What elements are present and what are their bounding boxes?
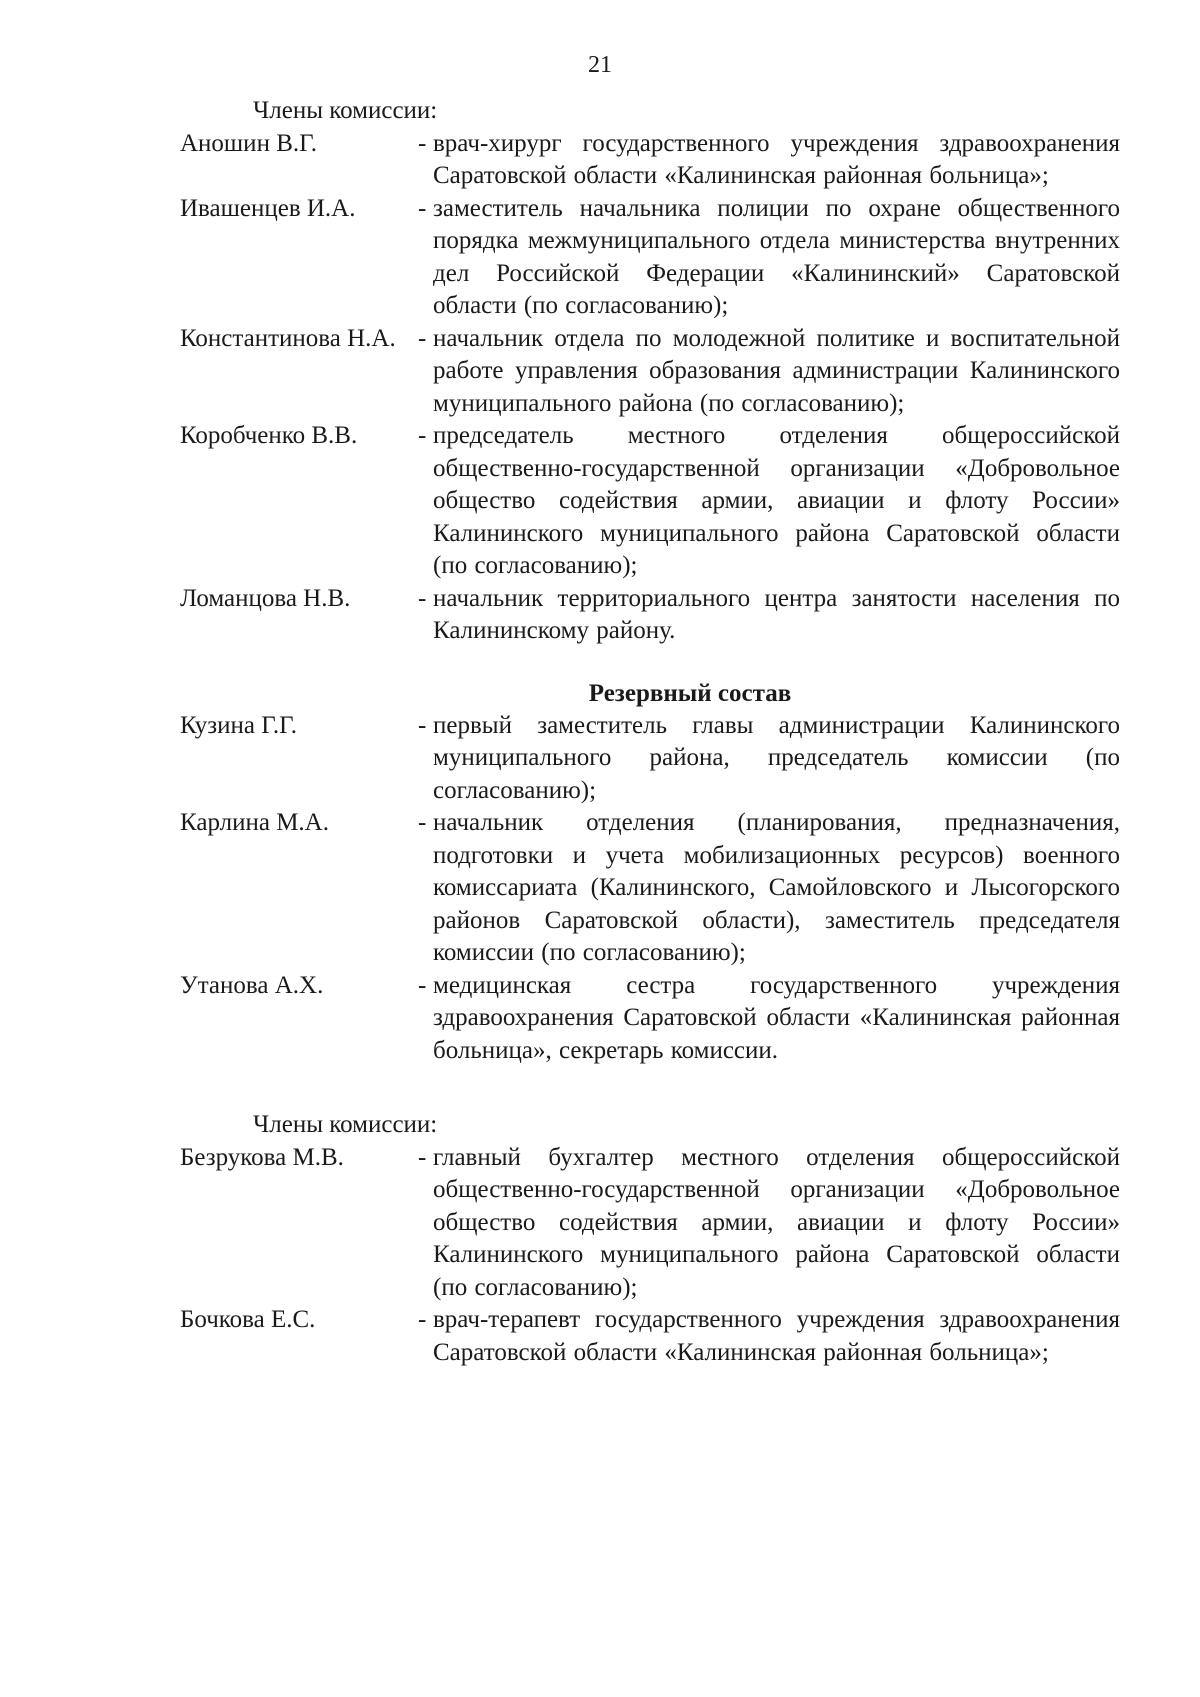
- section-spacer: [180, 648, 1120, 678]
- member-name: Кузина Г.Г.: [180, 711, 298, 739]
- entry-dash: -: [418, 324, 427, 352]
- entry-dash: -: [418, 194, 427, 222]
- member-position: начальник отделения (планирования, предназначения, подготовки и учета мобилизационных ресурсов) военного комиссариата (Калининского, Самойловского и Лысогорского районов Саратовской области), заместитель председателя комиссии (по согласованию);: [433, 809, 1120, 966]
- member-entry: [180, 710, 1120, 808]
- member-entry: [180, 420, 1120, 583]
- entry-dash: -: [418, 1306, 427, 1333]
- member-entry: [180, 1304, 1120, 1369]
- member-name: Коробченко В.В.: [180, 422, 358, 449]
- member-position: медицинская сестра государственного учреждения здравоохранения Саратовской области «Калининская районная больница», секретарь комиссии.: [433, 971, 1120, 1064]
- member-name: Ивашенцев И.А.: [180, 194, 356, 222]
- members-label: Члены комиссии:: [253, 1111, 438, 1138]
- member-entry: [180, 807, 1120, 970]
- member-position: начальник отдела по молодежной политике и воспитательной работе управления образования администрации Калининского муниципального района (по согласованию);: [433, 324, 1120, 417]
- member-name: Ломанцова Н.В.: [180, 584, 351, 612]
- member-position: председатель местного отделения общероссийской общественно-государственной организации «Добровольное общество содействия армии, авиации и флоту России» Калининского муниципального района Саратовской области (по согласованию);: [433, 422, 1120, 579]
- entry-dash: -: [418, 1143, 427, 1171]
- entry-dash: -: [418, 809, 427, 836]
- member-name: Безрукова М.В.: [180, 1143, 344, 1171]
- member-entry: [180, 970, 1120, 1068]
- member-name: Утанова А.Х.: [180, 971, 324, 999]
- member-position: главный бухгалтер местного отделения общероссийской общественно-государственной организации «Добровольное общество содействия армии, авиации и флоту России» Калининского муниципального района Саратовской области (по согласованию);: [433, 1143, 1120, 1301]
- entry-dash: -: [418, 584, 427, 612]
- member-name: Карлина М.А.: [180, 809, 329, 836]
- member-position: врач-хирург государственного учреждения здравоохранения Саратовской области «Калининская районная больница»;: [433, 129, 1120, 189]
- member-position: первый заместитель главы администрации Калининского муниципального района, председатель комиссии (по согласованию);: [433, 711, 1120, 804]
- entry-dash: -: [418, 971, 427, 999]
- member-name: Бочкова Е.С.: [180, 1306, 316, 1333]
- commission-list: [180, 95, 1120, 1369]
- member-name: Аношин В.Г.: [180, 129, 317, 157]
- member-name: Константинова Н.А.: [180, 324, 396, 352]
- member-entry: [180, 583, 1120, 648]
- page-number: 21: [588, 52, 612, 78]
- member-entry: [180, 1142, 1120, 1305]
- member-position: заместитель начальника полиции по охране общественного порядка межмуниципального отдела министерства внутренних дел Российской Федерации «Калининский» Саратовской области (по согласованию);: [433, 194, 1120, 319]
- entry-dash: -: [418, 711, 427, 739]
- member-position: начальник территориального центра занятости населения по Калининскому району.: [433, 584, 1120, 644]
- member-entry: [180, 128, 1120, 193]
- member-position: врач-терапевт государственного учреждения здравоохранения Саратовской области «Калининская районная больница»;: [433, 1306, 1120, 1366]
- member-entry: [180, 193, 1120, 323]
- members-label: Члены комиссии:: [253, 97, 438, 124]
- section-spacer: [180, 1067, 1120, 1109]
- member-entry: [180, 323, 1120, 421]
- reserve-heading: Резервный состав: [588, 679, 792, 707]
- entry-dash: -: [418, 422, 427, 449]
- entry-dash: -: [418, 129, 427, 157]
